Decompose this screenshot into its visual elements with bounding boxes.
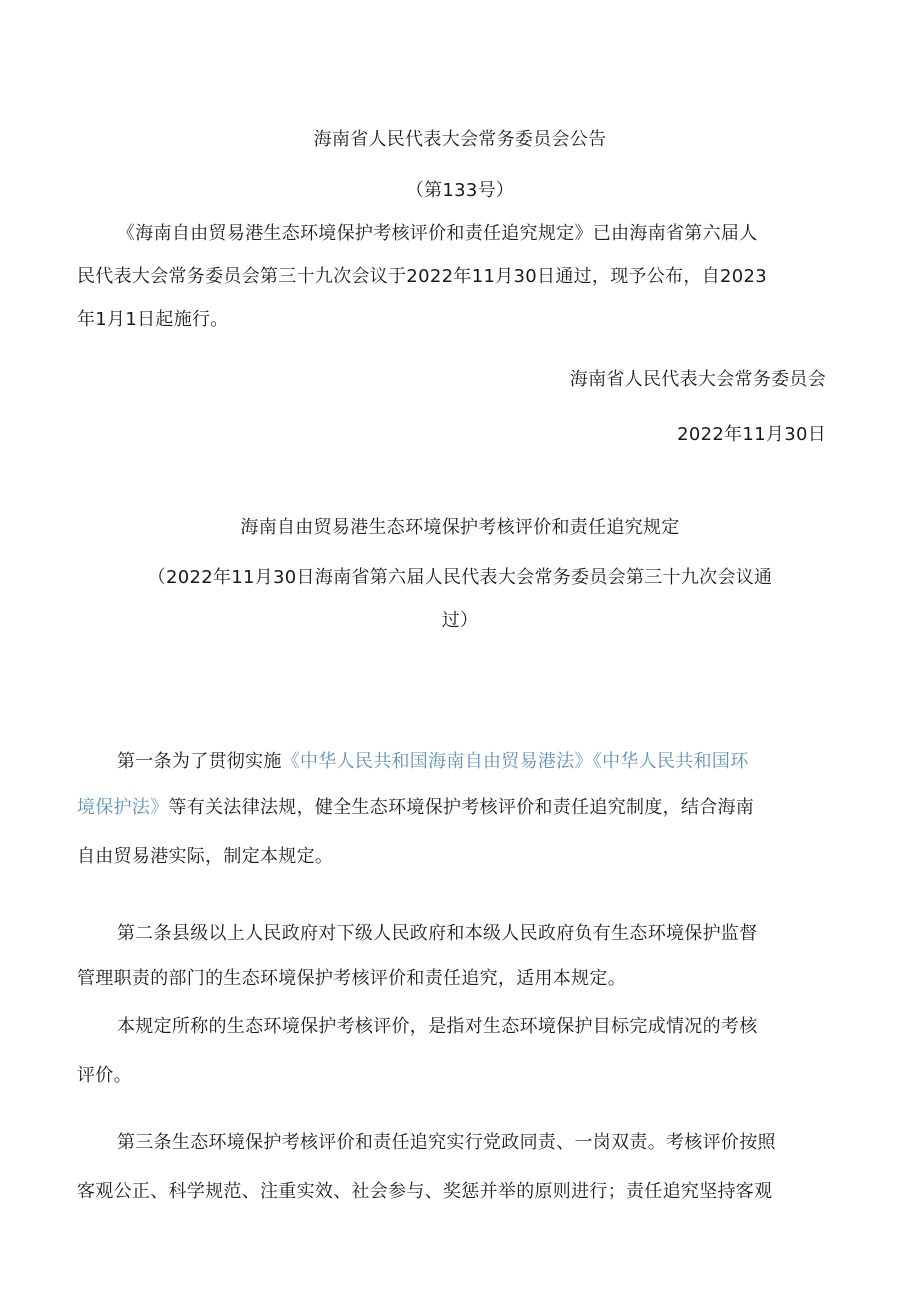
announcement-signature: 海南省人民代表大会常务委员会 — [569, 369, 826, 390]
announcement-body-line: 民代表大会常务委员会第三十九次会议于2022年11月30日通过，现予公布，自2023 — [77, 266, 768, 287]
announcement-body-line: 《海南自由贸易港生态环境保护考核评价和责任追究规定》已由海南省第六届人 — [117, 223, 758, 244]
announcement-date: 2022年11月30日 — [677, 424, 826, 445]
article-2-line: 评价。 — [77, 1065, 132, 1086]
article-2-line: 本规定所称的生态环境保护考核评价，是指对生态环境保护目标完成情况的考核 — [117, 1016, 758, 1037]
announcement-number: （第133号） — [405, 180, 515, 201]
regulation-subtitle: 过） — [441, 610, 479, 631]
article-1-line — [117, 750, 749, 774]
article-1-line: 自由贸易港实际，制定本规定。 — [77, 846, 334, 867]
article-1-text: 等有关法律法规，健全生态环境保护考核评价和责任追究制度，结合海南 — [168, 797, 755, 818]
announcement-title: 海南省人民代表大会常务委员会公告 — [313, 129, 607, 150]
article-1-line — [77, 796, 754, 820]
regulation-subtitle: （2022年11月30日海南省第六届人民代表大会常务委员会第三十九次会议通 — [147, 567, 773, 588]
announcement-body-line: 年1月1日起施行。 — [77, 309, 229, 330]
law-link-environmental-protection[interactable]: 境保护法》 — [77, 797, 169, 818]
article-3-line: 客观公正、科学规范、注重实效、社会参与、奖惩并举的原则进行；责任追究坚持客观 — [77, 1181, 773, 1202]
article-1-text: 第一条为了贯彻实施 — [117, 751, 282, 772]
article-2-line: 第二条县级以上人民政府对下级人民政府和本级人民政府负有生态环境保护监督 — [117, 923, 758, 944]
regulation-title: 海南自由贸易港生态环境保护考核评价和责任追究规定 — [240, 517, 680, 538]
law-link-free-trade-port[interactable]: 《中华人民共和国海南自由贸易港法》 — [281, 751, 593, 772]
article-2-line: 管理职责的部门的生态环境保护考核评价和责任追究，适用本规定。 — [77, 968, 626, 989]
law-link-environmental-protection[interactable]: 《中华人民共和国环 — [592, 751, 749, 772]
article-3-line: 第三条生态环境保护考核评价和责任追究实行党政同责、一岗双责。考核评价按照 — [117, 1132, 776, 1153]
